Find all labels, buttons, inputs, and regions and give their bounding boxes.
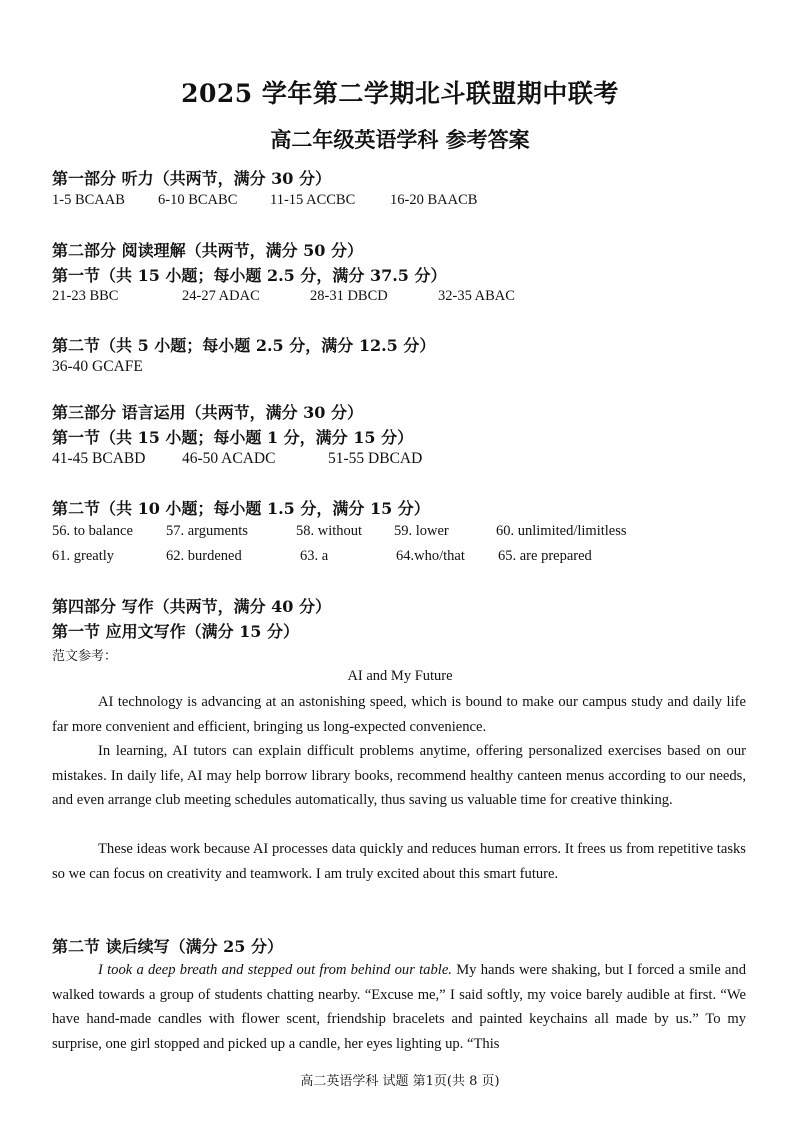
essay-paragraph: In learning, AI tutors can explain difficult problems anytime, offering personalized exercises based on our mistakes. In daily life, AI may help borrow library books, recommend healthy canteen menus according to our needs, and even arrange club meeting schedules automatically, thus saving us valuable time for creative thinking. [52,743,746,808]
page-title: 2025 学年第二学期北斗联盟期中联考 [181,79,619,108]
answer-item: 60. unlimited/limitless [496,523,627,539]
answer-group: 21-23 BBC [52,288,119,304]
part2-section2-heading: 第二节（共 5 小题；每小题 2.5 分，满分 12.5 分） [52,336,436,355]
answer-group: 46-50 ACADC [182,450,276,467]
continuation-text: My hands were shaking, but I forced a smile and walked towards a group of students chatting nearby. “Excuse me,” I said softly, my voice barely audible at first. “We have hand-made candles with flower scent, friendship bracelets and painted keychains all made by us.” To my surprise, one girl stopped and picked up a candle, her eyes lighting up. “This [52,962,746,1052]
essay-paragraph: AI technology is advancing at an astonishing speed, which is bound to make our campus study and daily life far more convenient and efficient, bringing us long-expected convenience. [52,694,746,735]
page-subtitle: 高二年级英语学科 参考答案 [270,127,530,152]
answer-item: 58. without [296,523,363,539]
essay-paragraph: These ideas work because AI processes data quickly and reduces human errors. It frees us from repetitive tasks so we can focus on creativity and teamwork. I am truly excited about this smart future. [52,841,746,882]
answer-item: 64.who/that [396,548,465,564]
answer-item: 62. burdened [166,548,242,564]
part2-section1-heading: 第一节（共 15 小题；每小题 2.5 分，满分 37.5 分） [52,266,447,285]
answer-item: 59. lower [394,523,449,539]
answer-group: 41-45 BCABD [52,450,146,467]
answer-group: 11-15 ACCBC [270,192,356,208]
part3-heading: 第三部分 语言运用（共两节，满分 30 分） [52,403,363,422]
answer-group: 6-10 BCABC [158,192,238,208]
answer-group: 24-27 ADAC [182,288,260,304]
part4-section2-heading: 第二节 读后续写（满分 25 分） [52,937,283,956]
part1-heading: 第一部分 听力（共两节，满分 30 分） [52,169,331,188]
answer-item: 65. are prepared [498,548,592,564]
answer-item: 56. to balance [52,523,133,539]
answer-item: 61. greatly [52,548,115,564]
answer-item: 57. arguments [166,523,248,539]
answer-item: 63. a [300,548,329,564]
answer-group: 36-40 GCAFE [52,358,143,375]
continuation-paragraph [52,958,746,1056]
part3-section2-heading: 第二节（共 10 小题；每小题 1.5 分，满分 15 分） [52,499,430,518]
answer-group: 32-35 ABAC [438,288,515,304]
answer-group: 16-20 BAACB [390,192,478,208]
answer-group: 51-55 DBCAD [328,450,423,467]
part4-heading: 第四部分 写作（共两节，满分 40 分） [52,597,331,616]
answer-group: 28-31 DBCD [310,288,388,304]
sample-label: 范文参考： [52,649,118,664]
page-footer: 高二英语学科 试题 第1页(共 8 页) [300,1074,500,1089]
answer-group: 1-5 BCAAB [52,192,125,208]
essay-title: AI and My Future [347,668,453,684]
part4-section1-heading: 第一节 应用文写作（满分 15 分） [52,622,299,641]
part2-heading: 第二部分 阅读理解（共两节，满分 50 分） [52,241,363,260]
continuation-opening: I took a deep breath and stepped out from behind our table. [98,962,452,978]
part3-section1-heading: 第一节（共 15 小题；每小题 1 分，满分 15 分） [52,428,414,447]
